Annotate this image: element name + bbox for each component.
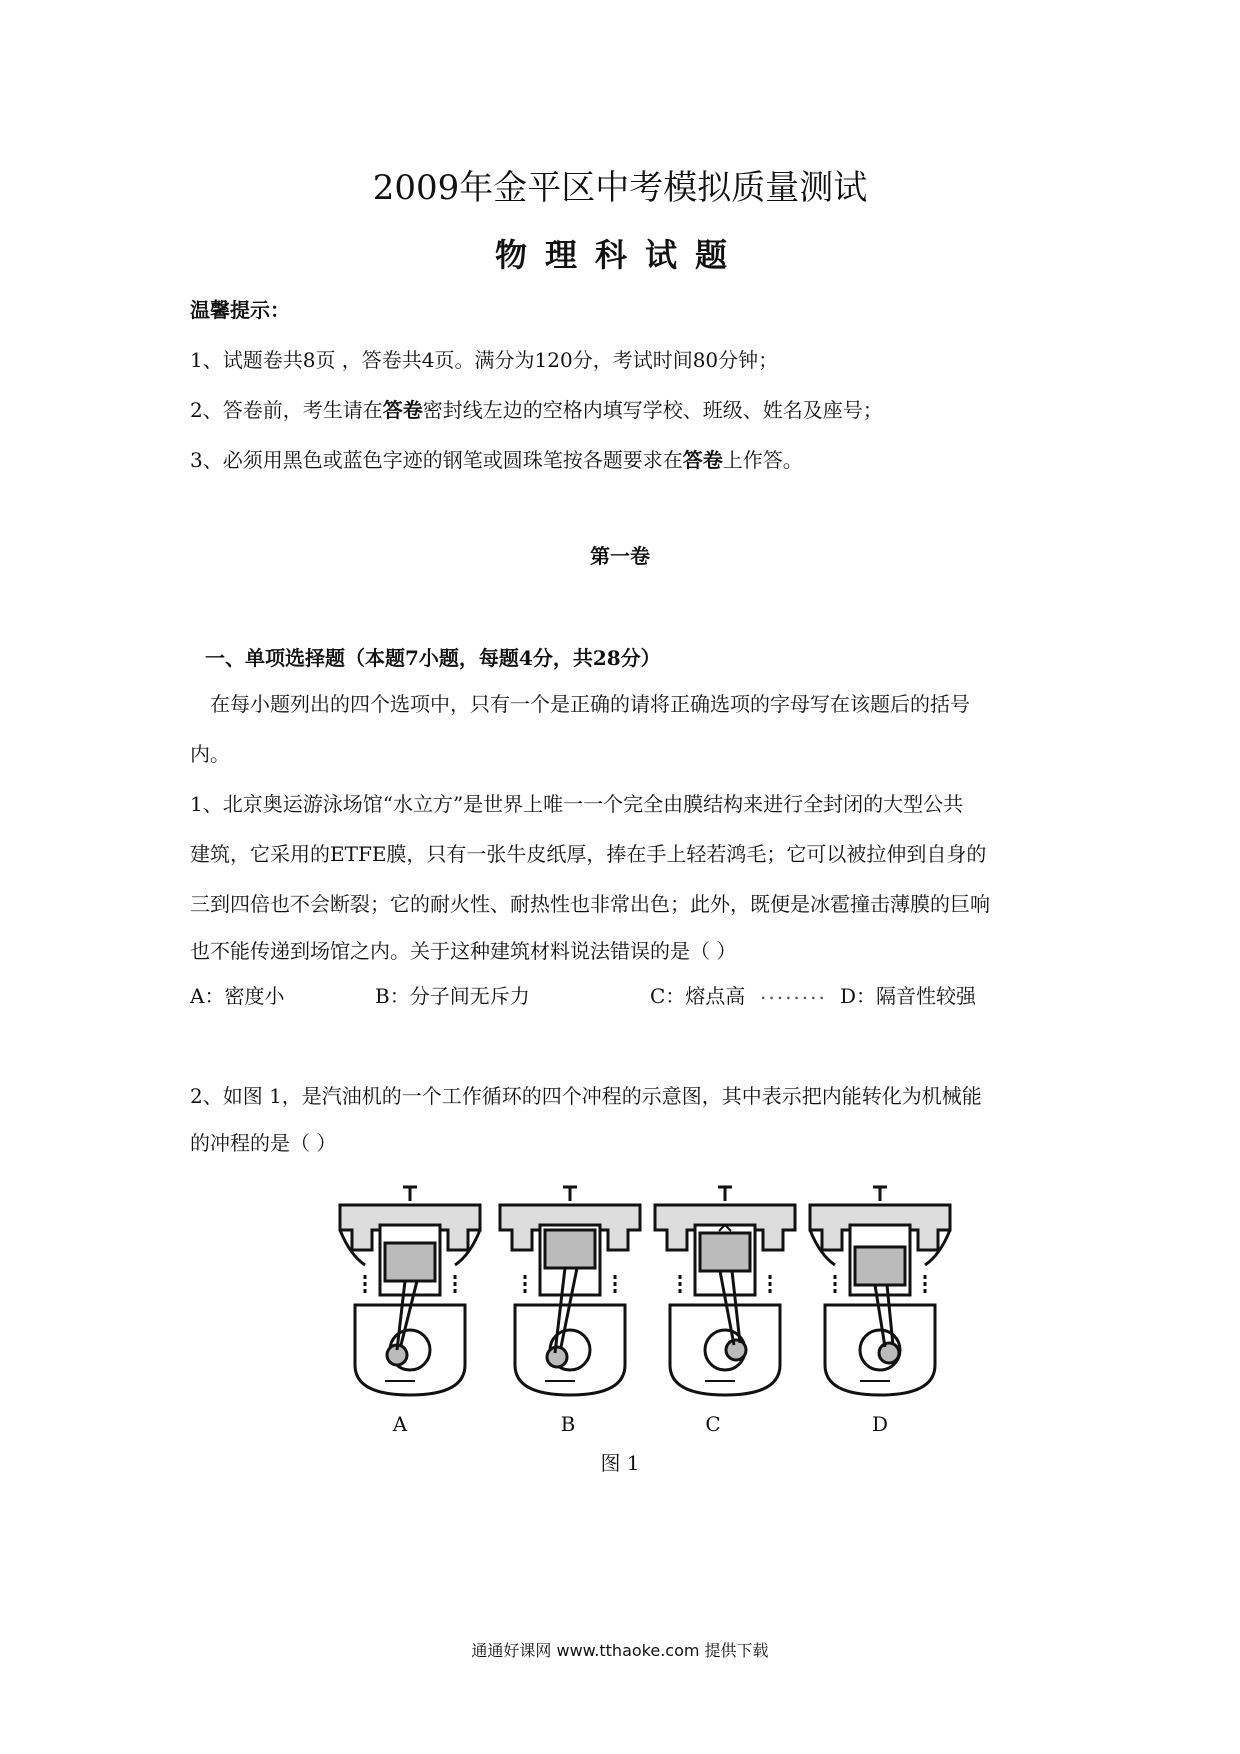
- engine-label-d: D: [871, 1412, 889, 1436]
- tip-item-3: [190, 444, 803, 473]
- tip-item-2-text-end: 密封线左边的空格内填写学校、班级、姓名及座号；: [422, 398, 883, 422]
- tips-heading: 温馨提示：: [190, 298, 290, 322]
- engine-diagram-b: [495, 1185, 645, 1400]
- q1-line-4: 也不能传递到场馆之内。关于这种建筑材料说法错误的是（ ）: [190, 939, 737, 963]
- q1-option-d: D：隔音性较强: [840, 984, 977, 1008]
- figure-caption: 图 1: [600, 1451, 640, 1475]
- engine-label-c: C: [705, 1412, 721, 1436]
- engine-diagram-c: [650, 1185, 800, 1400]
- engine-diagram-a: [335, 1185, 485, 1400]
- q1-option-a: A：密度小: [190, 984, 285, 1008]
- q2-line-1: 2、如图 1，是汽油机的一个工作循环的四个冲程的示意图，其中表示把内能转化为机械能: [190, 1084, 982, 1108]
- instruction-line-2: 内。: [190, 742, 230, 766]
- q1-option-c: C：熔点高: [650, 984, 746, 1008]
- tip-item-3-text: 3、必须用黑色或蓝色字迹的钢笔或圆珠笔按各题要求在: [190, 448, 683, 472]
- q1-option-filler: ........: [760, 980, 827, 1004]
- q1-line-3: 三到四倍也不会断裂；它的耐火性、耐热性也非常出色；此外，既便是冰雹撞击薄膜的巨响: [190, 892, 990, 916]
- tip-item-2-text: 2、答卷前，考生请在: [190, 398, 383, 422]
- tip-item-2-emphasis: 答卷: [382, 398, 423, 422]
- volume-heading: 第一卷: [590, 544, 650, 568]
- q1-line-1: 1、北京奥运游泳场馆“水立方”是世界上唯一一个完全由膜结构来进行全封闭的大型公共: [190, 792, 964, 816]
- tip-item-2: [190, 394, 883, 423]
- instruction-line-1: 在每小题列出的四个选项中，只有一个是正确的请将正确选项的字母写在该题后的括号: [210, 692, 970, 716]
- exam-subtitle: 物理科试题: [494, 236, 745, 274]
- section-heading: 一、单项选择题（本题7小题，每题4分，共28分）: [205, 646, 661, 670]
- tip-item-3-emphasis: 答卷: [682, 448, 723, 472]
- engine-label-b: B: [560, 1412, 576, 1436]
- engine-diagram-d: [805, 1185, 955, 1400]
- page-footer: 通通好课网 www.tthaoke.com 提供下载: [471, 1641, 769, 1660]
- engine-label-a: A: [392, 1412, 408, 1436]
- q1-option-b: B：分子间无斥力: [375, 984, 530, 1008]
- tip-item-1: 1、试题卷共8页 ，答卷共4页。满分为120分，考试时间80分钟；: [190, 348, 779, 372]
- exam-title: 2009年金平区中考模拟质量测试: [372, 168, 868, 208]
- q2-line-2: 的冲程的是（ ）: [190, 1131, 337, 1155]
- q1-line-2: 建筑，它采用的ETFE膜，只有一张牛皮纸厚，捧在手上轻若鸿毛；它可以被拉伸到自身的: [190, 842, 987, 866]
- tip-item-3-text-end: 上作答。: [722, 448, 803, 472]
